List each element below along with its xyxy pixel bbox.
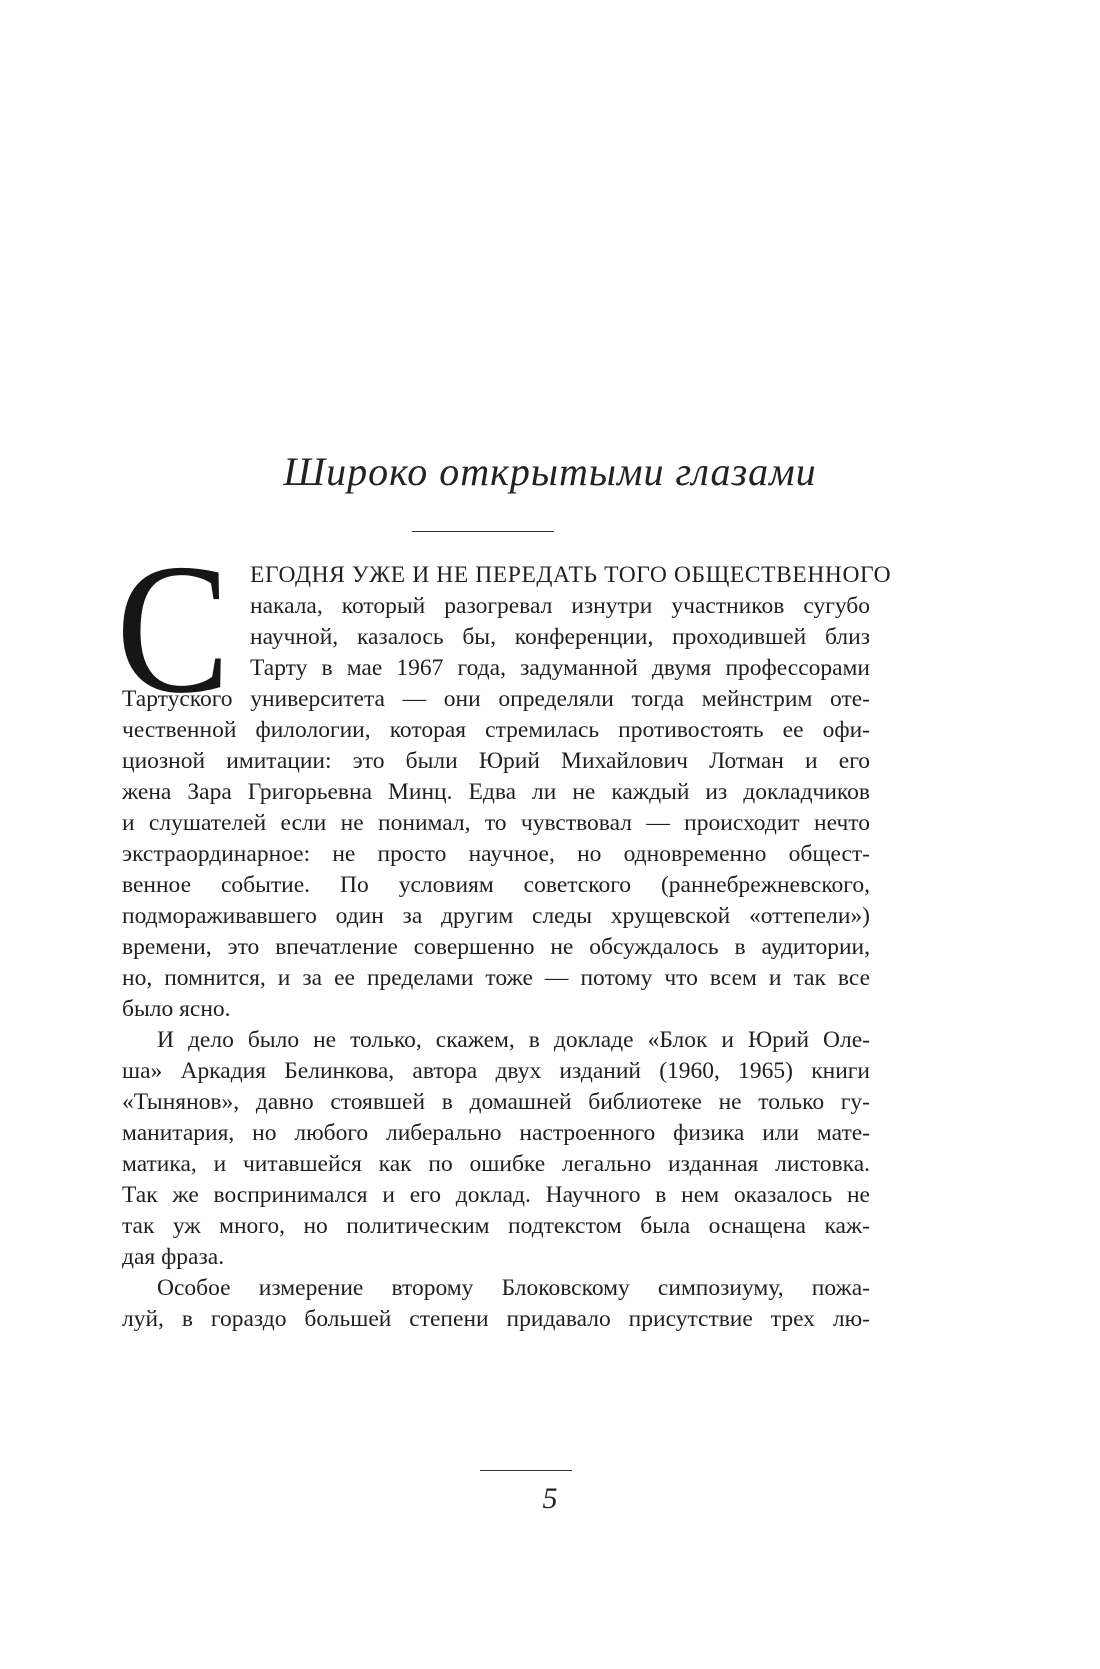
text-line: времени, это впечатление совершенно не обсуждалось в аудитории, — [122, 934, 870, 960]
text-line: ша» Аркадия Белинкова, автора двух изданий (1960, 1965) книги — [122, 1058, 870, 1084]
title-divider — [412, 531, 554, 532]
text-line: научной, казалось бы, конференции, проходившей близ — [250, 624, 870, 650]
footer-divider — [480, 1470, 572, 1471]
text-line: Тартуского университета — они определяли тогда мейнстрим оте- — [122, 686, 870, 712]
text-line: экстраординарное: не просто научное, но одновременно общест- — [122, 841, 870, 867]
text-line: жена Зара Григорьевна Минц. Едва ли не каждый из докладчиков — [122, 779, 870, 805]
text-line: циозной имитации: это были Юрий Михайлович Лотман и его — [122, 748, 870, 774]
text-line: ЕГОДНЯ УЖЕ И НЕ ПЕРЕДАТЬ ТОГО ОБЩЕСТВЕННОГО — [250, 562, 892, 588]
chapter-title: Широко открытыми глазами — [283, 449, 817, 494]
text-line: Так же воспринимался и его доклад. Научного в нем оказалось не — [122, 1182, 870, 1208]
text-line: дая фраза. — [122, 1244, 225, 1270]
text-line: но, помнится, и за ее пределами тоже — потому что всем и так все — [122, 965, 870, 991]
text-line: луй, в гораздо большей степени придавало присутствие трех лю- — [122, 1306, 870, 1332]
text-line: Тарту в мае 1967 года, задуманной двумя профессорами — [250, 655, 870, 681]
text-line: накала, который разогревал изнутри участников сугубо — [250, 593, 870, 619]
text-line: и слушателей если не понимал, то чувствовал — происходит нечто — [122, 810, 870, 836]
text-line: «Тынянов», давно стоявшей в домашней библиотеке не только гу- — [122, 1089, 870, 1115]
text-line: манитария, но любого либерально настроенного физика или мате- — [122, 1120, 870, 1146]
page-number: 5 — [542, 1482, 558, 1515]
drop-cap: С — [116, 526, 231, 732]
text-line: подмораживавшего один за другим следы хрущевской «оттепели») — [122, 903, 870, 929]
text-line: так уж много, но политическим подтекстом была оснащена каж- — [122, 1213, 870, 1239]
text-line: было ясно. — [122, 996, 231, 1022]
paragraph-start-line: Особое измерение второму Блоковскому симпозиуму, пожа- — [157, 1275, 870, 1301]
text-line: матика, и читавшейся как по ошибке легально изданная листовка. — [122, 1151, 870, 1177]
paragraph-start-line: И дело было не только, скажем, в докладе «Блок и Юрий Оле- — [157, 1027, 870, 1053]
text-line: чественной филологии, которая стремилась противостоять ее офи- — [122, 717, 870, 743]
text-line: венное событие. По условиям советского (раннебрежневского, — [122, 872, 870, 898]
